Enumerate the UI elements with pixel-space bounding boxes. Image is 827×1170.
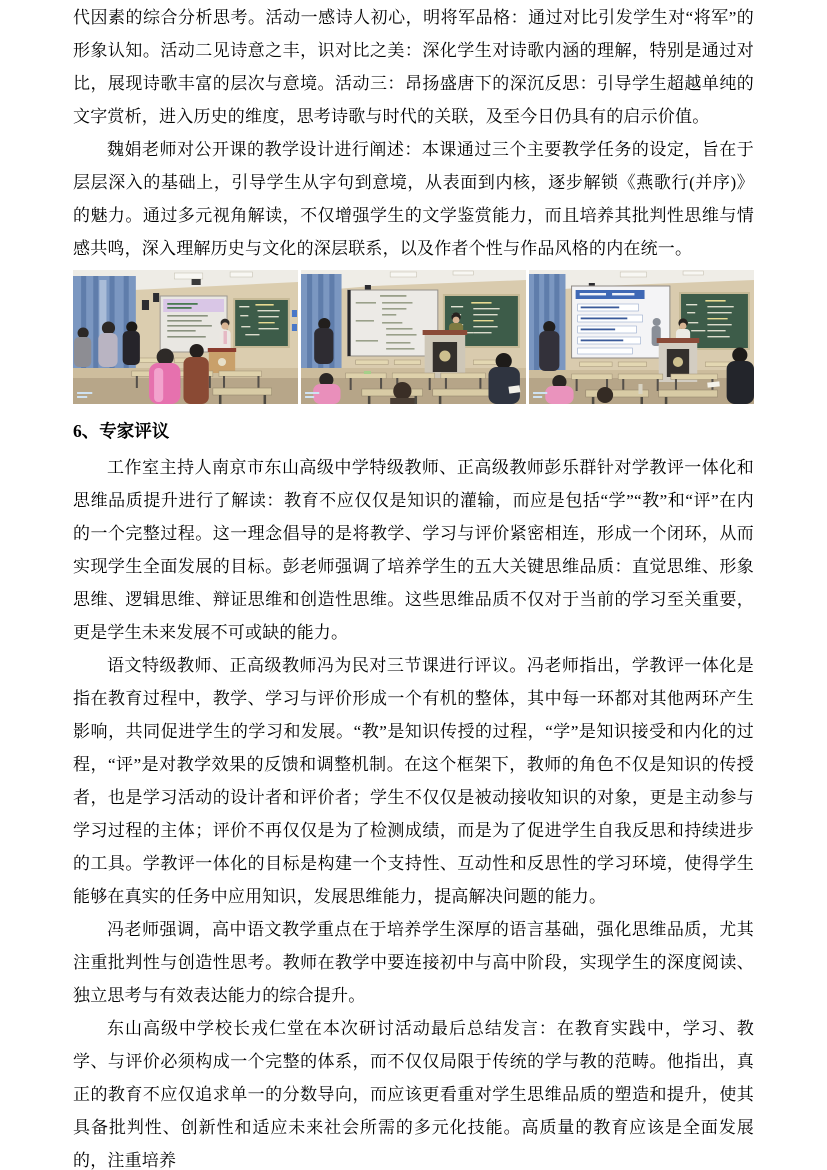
body-paragraph-2: 魏娟老师对公开课的教学设计进行阐述：本课通过三个主要教学任务的设定，旨在于层层深入的基础上，引导学生从字句到意境，从表面到内核，逐步解锁《燕歌行(并序)》的魅力。通过多元视角解读，不仅增强学生的文学鉴赏能力，而且培养其批判性思维与情感共鸣，深入理解历史与文化的深层联系，以及作者个性与作品风格的内在统一。 <box>73 140 754 258</box>
classroom-photo-3 <box>529 270 754 404</box>
body-paragraph-1: 代因素的综合分析思考。活动一感诗人初心，明将军品格：通过对比引发学生对“将军”的形象认知。活动二见诗意之丰，识对比之美：深化学生对诗歌内涵的理解，特别是通过对比，展现诗歌丰富的层次与意境。活动三：昂扬盛唐下的深沉反思：引导学生超越单纯的文字赏析，进入历史的维度，思考诗歌与时代的关联，及至今日仍具有的启示价值。 <box>73 8 754 126</box>
classroom-photo-row <box>73 270 754 404</box>
body-paragraph-5: 冯老师强调，高中语文教学重点在于培养学生深厚的语言基础，强化思维品质，尤其注重批判性与创造性思考。教师在教学中要连接初中与高中阶段，实现学生的深度阅读、独立思考与有效表达能力的综合提升。 <box>73 920 754 1005</box>
classroom-photo-1 <box>73 270 298 404</box>
body-paragraph-3: 工作室主持人南京市东山高级中学特级教师、正高级教师彭乐群针对学教评一体化和思维品质提升进行了解读：教育不应仅仅是知识的灌输，而应是包括“学”“教”和“评”在内的一个完整过程。这一理念倡导的是将教学、学习与评价紧密相连，形成一个闭环，从而实现学生全面发展的目标。彭老师强调了培养学生的五大关键思维品质：直觉思维、形象思维、逻辑思维、辩证思维和创造性思维。这些思维品质不仅对于当前的学习至关重要，更是学生未来发展不可或缺的能力。 <box>73 458 754 642</box>
classroom-photo-2 <box>301 270 526 404</box>
body-paragraph-6: 东山高级中学校长戎仁堂在本次研讨活动最后总结发言：在教育实践中，学习、教学、与评价必须构成一个完整的体系，而不仅仅局限于传统的学与教的范畴。他指出，真正的教育不应仅追求单一的分数导向，而应该更看重对学生思维品质的塑造和提升，使其具备批判性、创新性和适应未来社会所需的多元化技能。高质量的教育应该是全面发展的，注重培养 <box>73 1019 754 1170</box>
body-paragraph-4: 语文特级教师、正高级教师冯为民对三节课进行评议。冯老师指出，学教评一体化是指在教育过程中，教学、学习与评价形成一个有机的整体，其中每一环都对其他两环产生影响，共同促进学生的学习和发展。“教”是知识传授的过程，“学”是知识接受和内化的过程，“评”是对教学效果的反馈和调整机制。在这个框架下，教师的角色不仅是知识的传授者，也是学习活动的设计者和评价者；学生不仅仅是被动接收知识的对象，更是主动参与学习过程的主体；评价不再仅仅是为了检测成绩，而是为了促进学生自我反思和持续进步的工具。学教评一体化的目标是构建一个支持性、互动性和反思性的学习环境，使得学生能够在真实的任务中应用知识，发展思维能力，提高解决问题的能力。 <box>73 656 754 906</box>
section-heading: 6、专家评议 <box>73 421 170 441</box>
